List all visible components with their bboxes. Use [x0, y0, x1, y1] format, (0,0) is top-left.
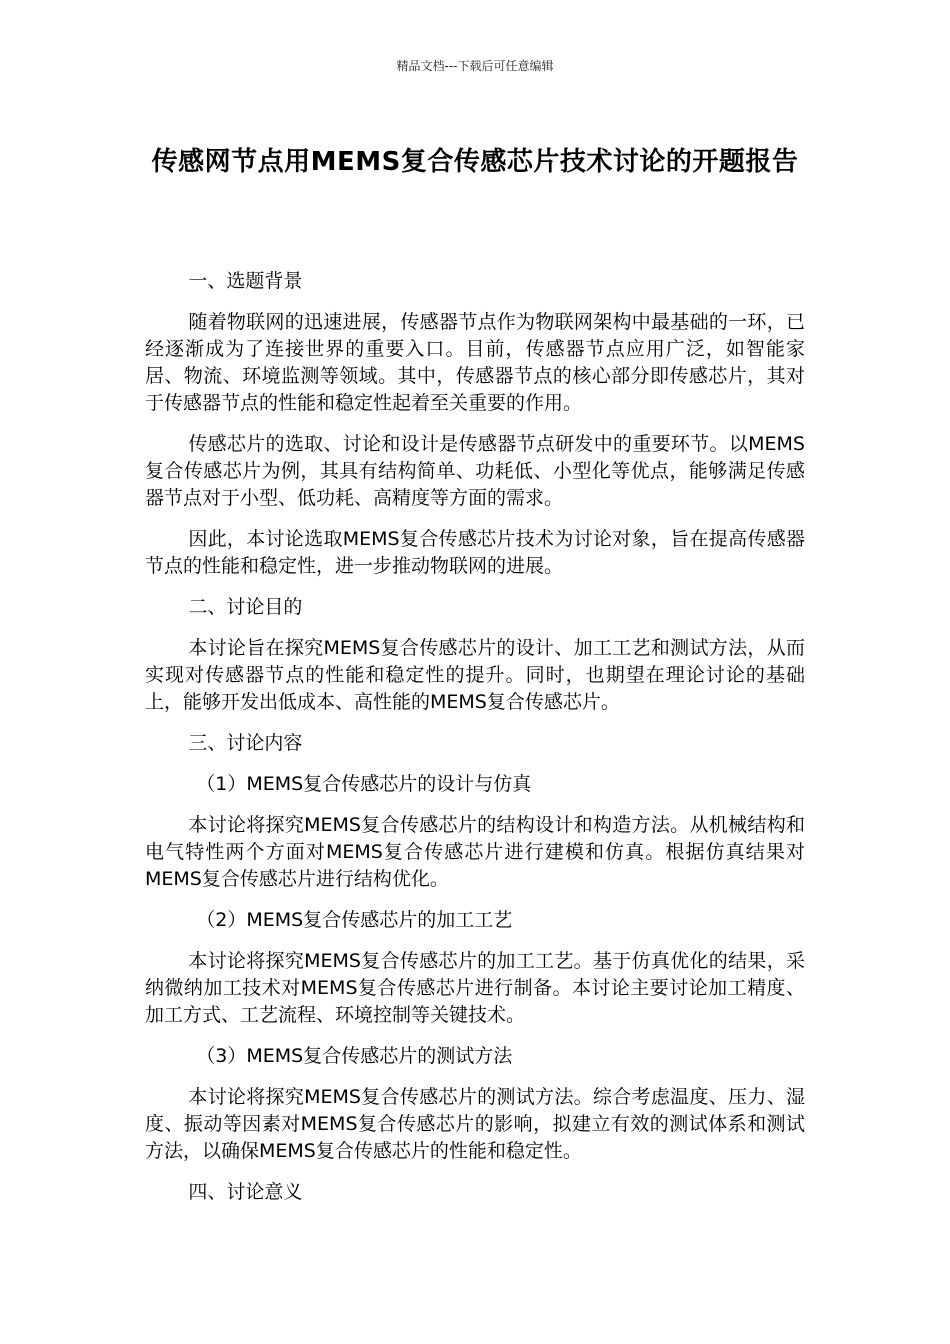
paragraph: 传感芯片的选取、讨论和设计是传感器节点研发中的重要环节。以MEMS复合传感芯片为例，其具有结构简单、功耗低、小型化等优点，能够满足传感器节点对于小型、低功耗、高精度等方面的需求。 — [145, 433, 805, 509]
document-title: 传感网节点用MEMS复合传感芯片技术讨论的开题报告 — [151, 147, 799, 177]
paragraph: 本讨论将探究MEMS复合传感芯片的结构设计和构造方法。从机械结构和电气特性两个方面对MEMS复合传感芯片进行建模和仿真。根据仿真结果对MEMS复合传感芯片进行结构优化。 — [145, 814, 805, 890]
section-heading-content: 三、讨论内容 — [188, 732, 303, 754]
paragraph: 本讨论将探究MEMS复合传感芯片的测试方法。综合考虑温度、压力、湿度、振动等因素对MEMS复合传感芯片的影响，拟建立有效的测试体系和测试方法，以确保MEMS复合传感芯片的性能和稳定性。 — [145, 1086, 805, 1162]
paragraph: 随着物联网的迅速进展，传感器节点作为物联网架构中最基础的一环，已经逐渐成为了连接世界的重要入口。目前，传感器节点应用广泛，如智能家居、物流、环境监测等领域。其中，传感器节点的核心部分即传感芯片，其对于传感器节点的性能和稳定性起着至关重要的作用。 — [145, 311, 805, 414]
subsection-heading-design: （1）MEMS复合传感芯片的设计与仿真 — [196, 773, 532, 795]
section-heading-significance: 四、讨论意义 — [188, 1181, 303, 1203]
section-heading-background: 一、选题背景 — [188, 270, 303, 292]
subsection-heading-fabrication: （2）MEMS复合传感芯片的加工工艺 — [196, 909, 513, 931]
section-heading-purpose: 二、讨论目的 — [188, 596, 303, 618]
paragraph: 本讨论将探究MEMS复合传感芯片的加工工艺。基于仿真优化的结果，采纳微纳加工技术对MEMS复合传感芯片进行制备。本讨论主要讨论加工精度、加工方式、工艺流程、环境控制等关键技术。 — [145, 950, 805, 1026]
document-body — [145, 268, 805, 1220]
subsection-heading-testing: （3）MEMS复合传感芯片的测试方法 — [196, 1045, 513, 1067]
paragraph: 因此，本讨论选取MEMS复合传感芯片技术为讨论对象，旨在提高传感器节点的性能和稳定性，进一步推动物联网的进展。 — [145, 528, 805, 577]
page-header: 精品文档---下载后可任意编辑 — [396, 59, 554, 73]
paragraph: 本讨论旨在探究MEMS复合传感芯片的设计、加工工艺和测试方法，从而实现对传感器节点的性能和稳定性的提升。同时，也期望在理论讨论的基础上，能够开发出低成本、高性能的MEMS复合传感芯片。 — [145, 637, 805, 713]
